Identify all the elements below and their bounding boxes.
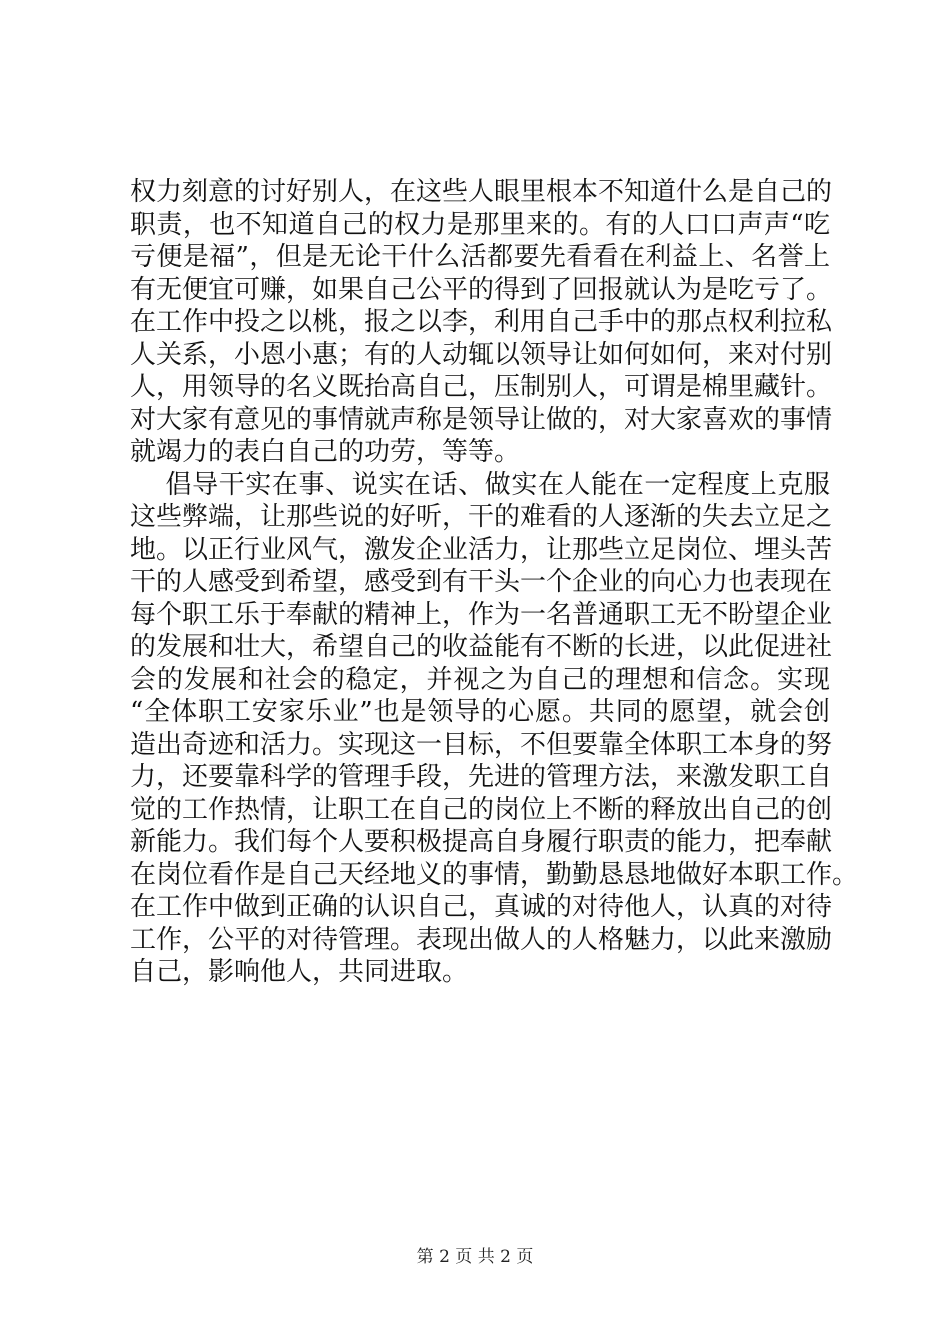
text-line: 每个职工乐于奉献的精神上，作为一名普通职工无不盼望企业 (130, 599, 833, 630)
text-line: 自己，影响他人，共同进取。 (130, 957, 469, 987)
text-line: 的发展和壮大，希望自己的收益能有不断的长进，以此促进社 (130, 632, 833, 662)
page-footer (0, 1242, 950, 1267)
paragraph-2 (130, 469, 859, 989)
text-line: 干的人感受到希望，感受到有干头一个企业的向心力也表现在 (130, 567, 833, 597)
text-line: 觉的工作热情，让职工在自己的岗位上不断的释放出自己的创 (130, 794, 833, 825)
text-line: 在岗位看作是自己天经地义的事情，勤勤恳恳地做好本职工作。 (130, 859, 859, 890)
text-line: 就竭力的表白自己的功劳，等等。 (130, 437, 521, 467)
text-line: 有无便宜可赚，如果自己公平的得到了回报就认为是吃亏了。 (130, 274, 833, 305)
text-line: 会的发展和社会的稳定，并视之为自己的理想和信念。实现 (130, 664, 830, 695)
body-text (130, 176, 859, 989)
text-line: 在工作中投之以桃，报之以李，利用自己手中的那点权利拉私 (130, 307, 833, 337)
paragraph-1 (130, 176, 833, 469)
text-line: 人，用领导的名义既抬高自己，压制别人，可谓是棉里藏针。 (130, 372, 833, 402)
text-line: 工作，公平的对待管理。表现出做人的人格魅力，以此来激励 (130, 924, 833, 955)
text-line: 造出奇迹和活力。实现这一目标，不但要靠全体职工本身的努 (130, 729, 833, 760)
page-number: 第 2 页 共 2 页 (416, 1247, 534, 1267)
text-line: 在工作中做到正确的认识自己，真诚的对待他人，认真的对待 (130, 892, 833, 922)
text-line: 这些弊端，让那些说的好听，干的难看的人逐渐的失去立足之 (130, 502, 833, 532)
text-line: 职责，也不知道自己的权力是那里来的。有的人口口声声“吃 (130, 209, 830, 240)
text-line: “全体职工安家乐业”也是领导的心愿。共同的愿望，就会创 (130, 697, 830, 727)
text-line: 力，还要靠科学的管理手段，先进的管理方法，来激发职工自 (130, 762, 833, 792)
text-line: 亏便是福”，但是无论干什么活都要先看看在利益上、名誉上 (130, 242, 830, 272)
text-line: 地。以正行业风气，激发企业活力，让那些立足岗位、埋头苦 (130, 534, 833, 565)
text-line: 新能力。我们每个人要积极提高自身履行职责的能力，把奉献 (130, 827, 833, 857)
text-line: 人关系，小恩小惠；有的人动辄以领导让如何如何，来对付别 (130, 339, 833, 370)
text-line: 权力刻意的讨好别人，在这些人眼里根本不知道什么是自己的 (130, 177, 833, 207)
text-line: 对大家有意见的事情就声称是领导让做的，对大家喜欢的事情 (130, 404, 833, 435)
text-line: 倡导干实在事、说实在话、做实在人能在一定程度上克服 (130, 469, 830, 500)
